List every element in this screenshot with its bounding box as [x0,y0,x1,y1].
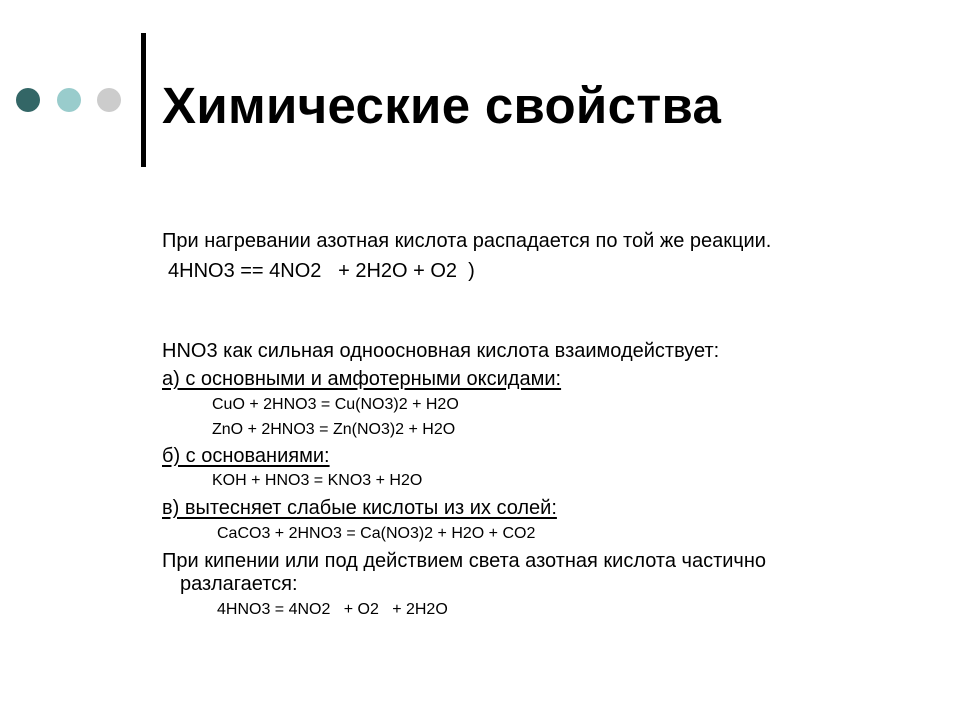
heating-intro-text: При нагревании азотная кислота распадается по той же реакции. [162,230,772,252]
equation-caco3: CaCO3 + 2HNO3 = Ca(NO3)2 + H2O + CO2 [217,525,536,542]
section-a-heading: а) с основными и амфотерными оксидами: [162,368,562,390]
equation-cuo: CuO + 2HNO3 = Cu(NO3)2 + H2O [212,396,459,413]
heating-equation: 4HNO3 == 4NO2 + 2H2O + O2 ) [168,260,475,282]
slide-title: Химические свойства [162,77,722,134]
equation-boiling-decomposition: 4HNO3 = 4NO2 + O2 + 2H2O [217,601,448,618]
section-c-heading: в) вытесняет слабые кислоты из их солей: [162,497,557,519]
equation-zno: ZnO + 2HNO3 = Zn(NO3)2 + H2O [212,421,456,438]
acid-properties-intro: HNO3 как сильная одноосновная кислота взаимодействует: [162,340,720,362]
boiling-text-line1: При кипении или под действием света азотная кислота частично [162,550,767,572]
equation-koh: KOH + HNO3 = KNO3 + H2O [212,472,423,489]
boiling-text-line2: разлагается: [180,573,298,595]
section-b-heading: б) с основаниями: [162,445,330,467]
